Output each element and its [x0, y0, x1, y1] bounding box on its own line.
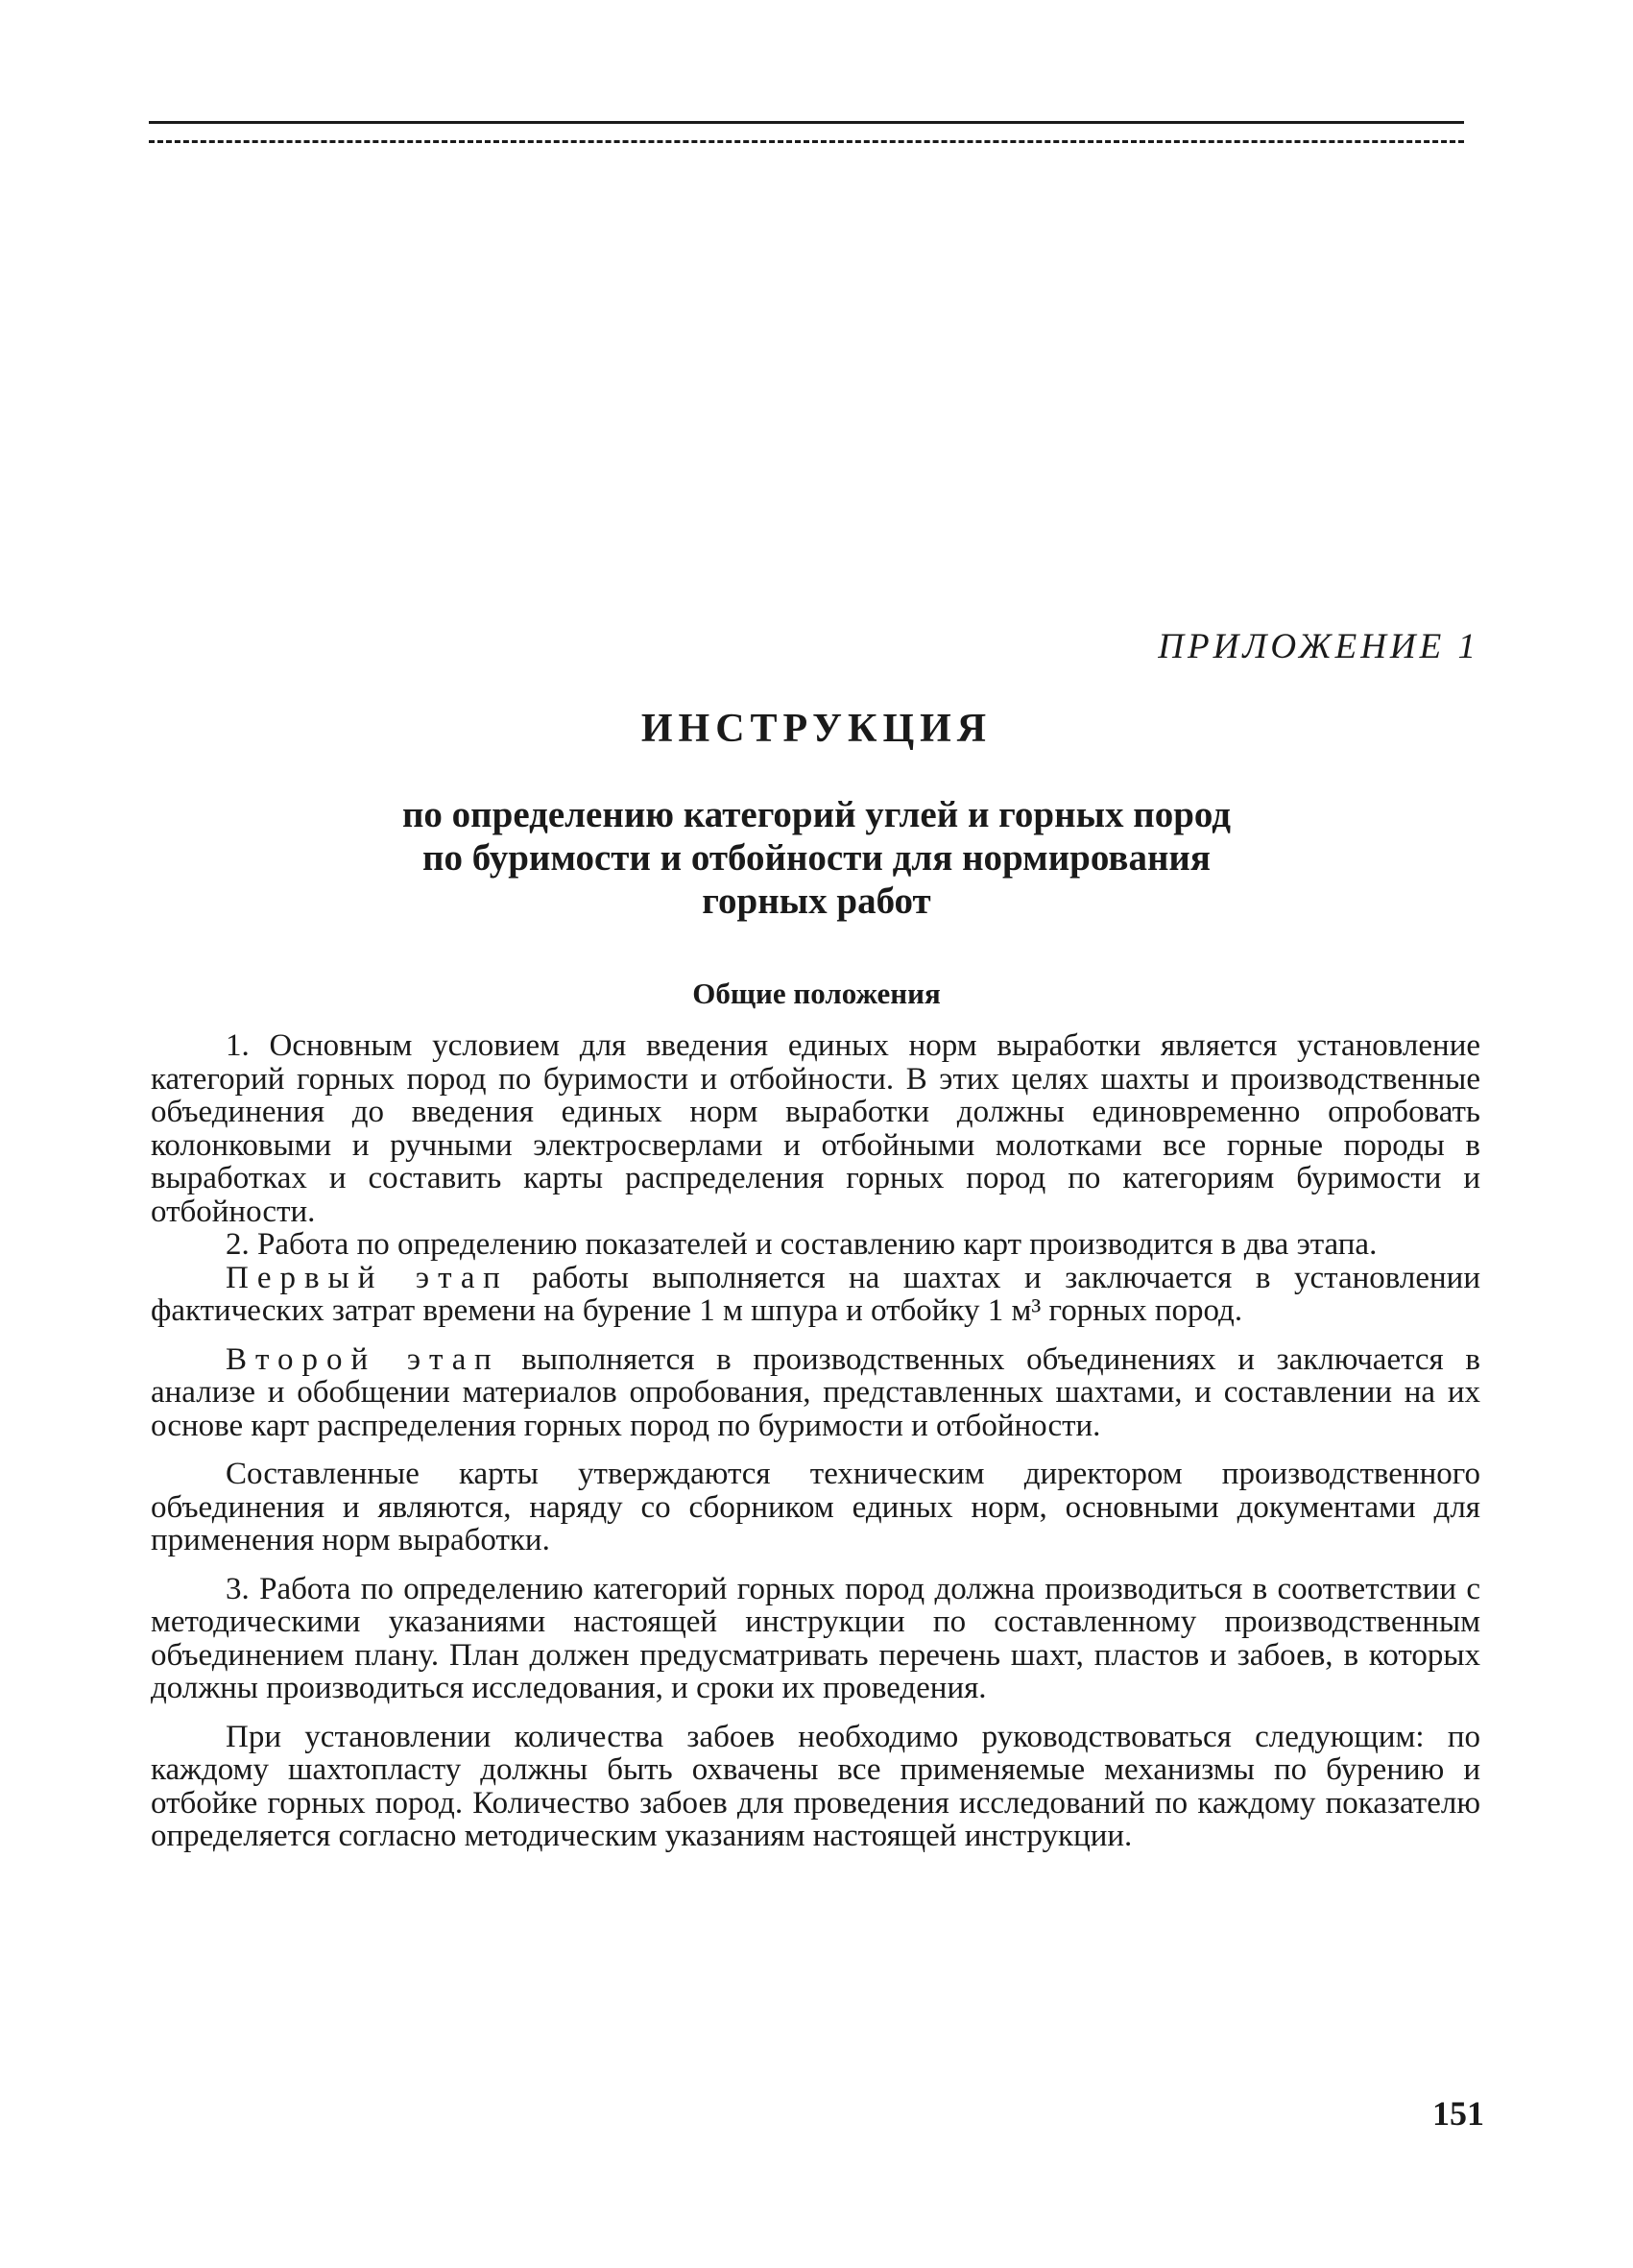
top-rule-dashed — [149, 140, 1464, 143]
paragraph-6: 3. Работа по определению категорий горных пород должна производиться в соответствии с методическими указаниями настоящей инструкции по составленному производственным объединением плану. План должен предусматривать перечень шахт, пластов и забоев, в которых должны производиться исследования, и сроки их проведения. — [151, 1571, 1480, 1705]
appendix-label: ПРИЛОЖЕНИЕ 1 — [1158, 627, 1479, 666]
paragraph-5: Составленные карты утверждаются техническим директором производственного объединения и являются, наряду со сборником единых норм, основными документами для применения норм выработки. — [151, 1457, 1480, 1557]
document-title: ИНСТРУКЦИЯ — [640, 707, 993, 751]
section-heading: Общие положения — [692, 977, 941, 1010]
second-stage-label: Второй этап — [226, 1341, 500, 1377]
paragraph-3 — [151, 1262, 1480, 1328]
subtitle-line-2: по буримости и отбойности для нормирования — [422, 837, 1211, 879]
paragraph-7: При установлении количества забоев необходимо руководствоваться следующим: по каждому шахтопласту должны быть охвачены все применяемые механизмы по бурению и отбойке горных пород. Количество забоев для проведения исследований по каждому показателю определяется согласно методическим указаниям настоящей инструкции. — [151, 1719, 1480, 1853]
first-stage-label: Первый этап — [226, 1260, 509, 1295]
paragraph-2: 2. Работа по определению показателей и составлению карт производится в два этапа. — [226, 1227, 1378, 1262]
subtitle-line-3: горных работ — [702, 881, 931, 922]
body-text — [151, 1029, 1480, 1853]
second-stage-text: выполняется в производственных объединениях и заключается в анализе и обобщении материалов опробования, представленных шахтами, и составлении на их основе карт распределения горных пород по буримости и отбойности. — [151, 1341, 1480, 1443]
page-number: 151 — [1432, 2094, 1484, 2133]
paragraph-4 — [151, 1343, 1480, 1443]
subtitle-line-1: по определению категорий углей и горных пород — [401, 794, 1232, 835]
first-stage-text: работы выполняется на шахтах и заключается в установлении фактических затрат времени на бурение 1 м шпура и отбойку 1 м³ горных пород. — [151, 1260, 1480, 1328]
top-rule — [149, 121, 1464, 124]
paragraph-1: 1. Основным условием для введения единых норм выработки является установление категорий горных пород по буримости и отбойности. В этих целях шахты и производственные объединения до введения единых норм выработки должны единовременно опробовать колонковыми и ручными электросверлами и отбойными молотками все горные породы в выработках и составить карты распределения горных пород по категориям буримости и отбойности. — [151, 1028, 1480, 1229]
document-subtitle — [278, 793, 1355, 923]
